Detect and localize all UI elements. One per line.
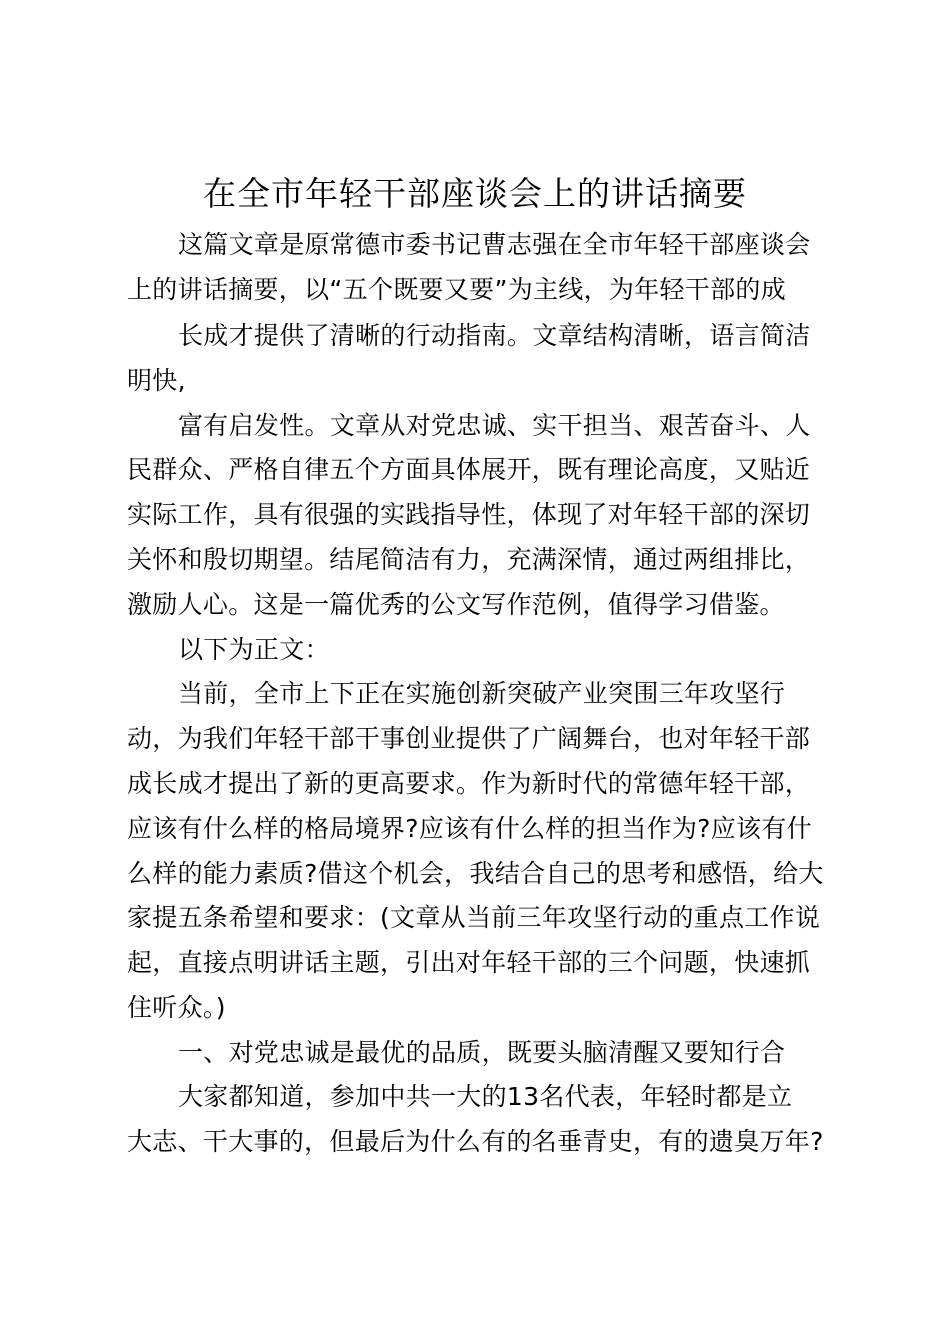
text-line: 动，为我们年轻干部干事创业提供了广阔舞台，也对年轻干部 <box>127 724 811 753</box>
text-line: 富有启发性。文章从对党忠诚、实干担当、艰苦奋斗、人 <box>178 411 811 440</box>
text-line: 么样的能力素质?借这个机会，我结合自己的思考和感悟，给大 <box>127 859 824 888</box>
text-line: 长成才提供了清晰的行动指南。文章结构清晰，语言简洁 <box>178 321 811 350</box>
text-line: 上的讲话摘要，以“五个既要又要”为主线，为年轻干部的成 <box>127 275 787 304</box>
text-line: 实际工作，具有很强的实践指导性，体现了对年轻干部的深切 <box>127 500 811 529</box>
text-line: 民群众、严格自律五个方面具体展开，既有理论高度，又贴近 <box>127 455 811 484</box>
document-title: 在全市年轻干部座谈会上的讲话摘要 <box>203 174 747 213</box>
text-line: 成长成才提出了新的更高要求。作为新时代的常德年轻干部， <box>127 769 811 798</box>
text-line: 以下为正文： <box>178 635 330 664</box>
text-line: 当前，全市上下正在实施创新突破产业突围三年攻坚行 <box>178 679 786 708</box>
text-line: 大志、干大事的，但最后为什么有的名垂青史，有的遗臭万年? <box>127 1127 824 1156</box>
text-line: 起，直接点明讲话主题，引出对年轻干部的三个问题，快速抓 <box>127 948 811 977</box>
text-line: 关怀和殷切期望。结尾简洁有力，充满深情，通过两组排比， <box>127 545 811 574</box>
text-line: 大家都知道，参加中共一大的13名代表，年轻时都是立 <box>178 1082 793 1111</box>
text-line: 这篇文章是原常德市委书记曹志强在全市年轻干部座谈会 <box>178 230 811 259</box>
text-line: 住听众。) <box>127 993 226 1022</box>
section-heading: 一、对党忠诚是最优的品质，既要头脑清醒又要知行合 <box>178 1038 786 1067</box>
text-line: 家提五条希望和要求：(文章从当前三年攻坚行动的重点工作说 <box>127 903 821 932</box>
text-line: 激励人心。这是一篇优秀的公文写作范例，值得学习借鉴。 <box>127 590 785 619</box>
text-line: 应该有什么样的格局境界?应该有什么样的担当作为?应该有什 <box>127 814 812 843</box>
text-line: 明快, <box>127 366 186 395</box>
